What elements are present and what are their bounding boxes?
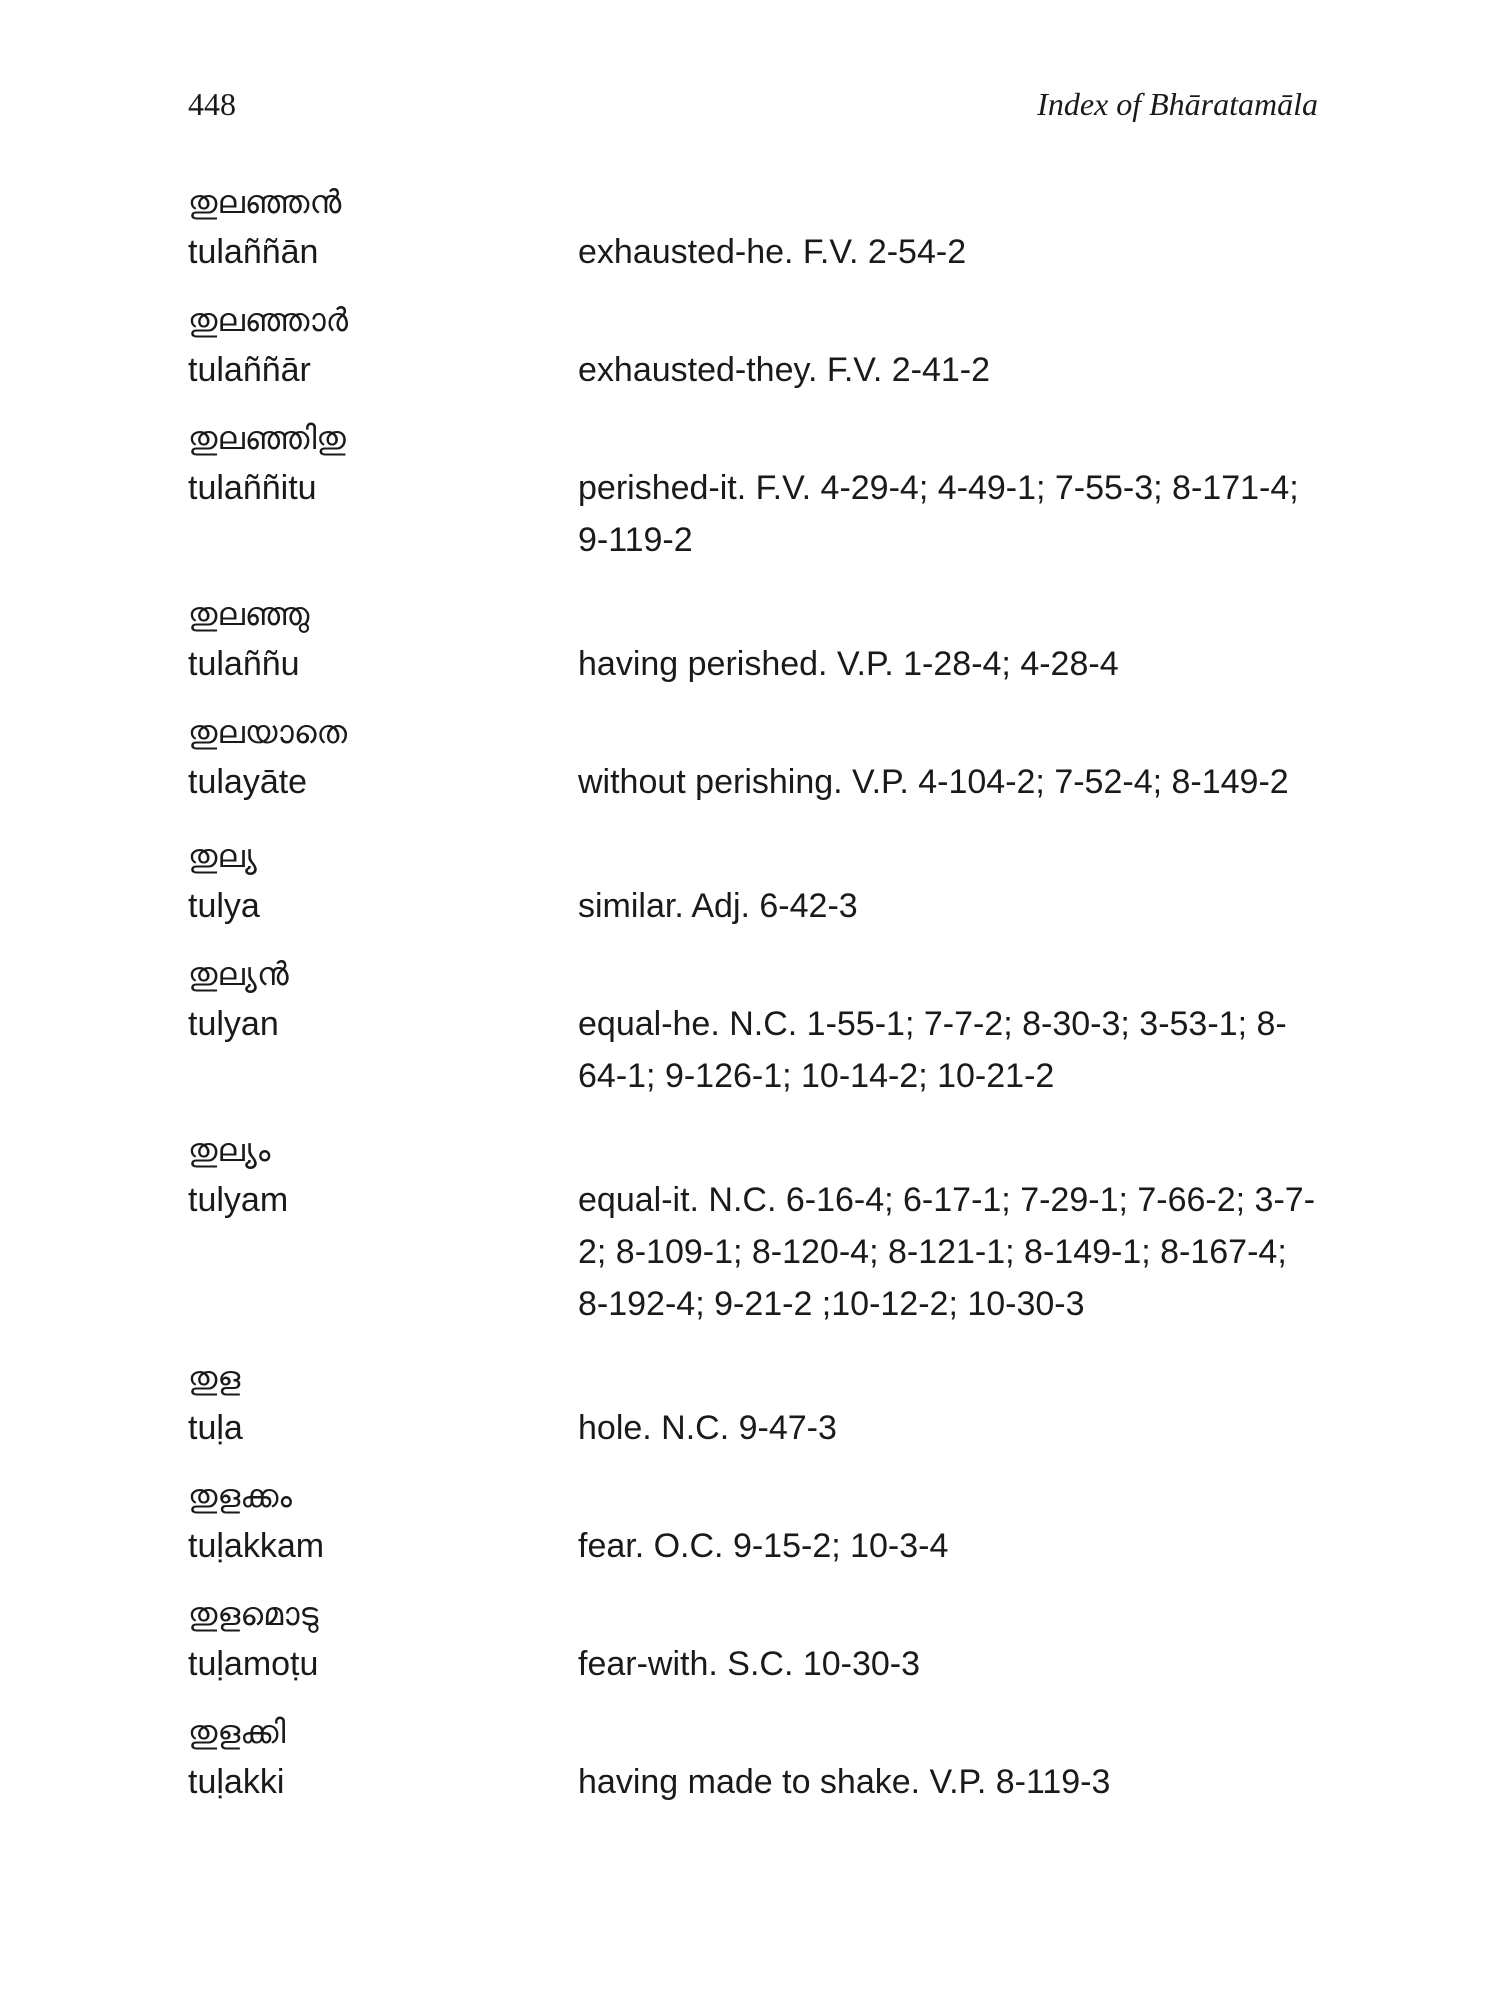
transliteration: tulyan xyxy=(188,1005,279,1043)
index-entry xyxy=(188,1354,1338,1454)
index-entry xyxy=(188,1590,1338,1690)
transliteration: tulayāte xyxy=(188,763,308,801)
index-entry xyxy=(188,950,1338,1102)
definition: similar. Adj. 6-42-3 xyxy=(578,887,858,925)
malayalam-headword: തുലഞ്ഞു xyxy=(188,595,310,633)
malayalam-headword: തുല്യൻ xyxy=(188,955,289,993)
malayalam-headword: തുലയാതെ xyxy=(188,713,348,751)
index-entry xyxy=(188,590,1338,690)
definition: having made to shake. V.P. 8-119-3 xyxy=(578,1763,1111,1801)
definition: without perishing. V.P. 4-104-2; 7-52-4; 8-149-2 xyxy=(578,763,1289,801)
index-entries xyxy=(188,178,1338,1808)
malayalam-headword: തുള xyxy=(188,1359,241,1397)
index-entry xyxy=(188,1708,1338,1808)
malayalam-headword: തുലഞ്ഞിതു xyxy=(188,419,346,457)
definition: hole. N.C. 9-47-3 xyxy=(578,1409,837,1447)
index-entry xyxy=(188,1472,1338,1572)
malayalam-headword: തുളക്കം xyxy=(188,1477,292,1515)
index-entry xyxy=(188,178,1338,278)
transliteration: tulya xyxy=(188,887,260,925)
transliteration: tulyam xyxy=(188,1181,289,1219)
index-entry xyxy=(188,296,1338,396)
malayalam-headword: തുല്യ xyxy=(188,837,257,875)
definition: fear-with. S.C. 10-30-3 xyxy=(578,1645,921,1683)
transliteration: tulaññitu xyxy=(188,469,317,507)
index-entry xyxy=(188,1126,1338,1330)
index-entry xyxy=(188,832,1338,932)
definition: fear. O.C. 9-15-2; 10-3-4 xyxy=(578,1527,949,1565)
definition: exhausted-he. F.V. 2-54-2 xyxy=(578,233,967,271)
transliteration: tuḷakkam xyxy=(188,1527,325,1565)
transliteration: tuḷamoṭu xyxy=(188,1645,319,1683)
transliteration: tuḷa xyxy=(188,1409,243,1447)
page-header xyxy=(188,86,1318,136)
definition: exhausted-they. F.V. 2-41-2 xyxy=(578,351,991,389)
transliteration: tulaññār xyxy=(188,351,311,389)
running-title: Index of Bhāratamāla xyxy=(1037,86,1318,122)
page-number: 448 xyxy=(188,86,236,122)
transliteration: tuḷakki xyxy=(188,1763,285,1801)
malayalam-headword: തുല്യം xyxy=(188,1131,271,1169)
definition: equal-it. N.C. 6-16-4; 6-17-1; 7-29-1; 7-66-2; 3-7-2; 8-109-1; 8-120-4; 8-121-1; 8-149-1; 8-167-4; 8-192-4; 9-21-2 ;10-12-2; 10-30-3 xyxy=(578,1181,1316,1323)
malayalam-headword: തുലഞ്ഞൻ xyxy=(188,183,342,221)
transliteration: tulaññu xyxy=(188,645,300,683)
transliteration: tulaññān xyxy=(188,233,319,271)
index-entry xyxy=(188,414,1338,566)
malayalam-headword: തുളക്കി xyxy=(188,1713,286,1751)
index-entry xyxy=(188,708,1338,808)
malayalam-headword: തുലഞ്ഞാർ xyxy=(188,301,349,339)
malayalam-headword: തുളമൊടു xyxy=(188,1595,319,1633)
definition: perished-it. F.V. 4-29-4; 4-49-1; 7-55-3; 8-171-4; 9-119-2 xyxy=(578,469,1299,559)
definition: having perished. V.P. 1-28-4; 4-28-4 xyxy=(578,645,1119,683)
definition: equal-he. N.C. 1-55-1; 7-7-2; 8-30-3; 3-53-1; 8-64-1; 9-126-1; 10-14-2; 10-21-2 xyxy=(578,1005,1287,1095)
